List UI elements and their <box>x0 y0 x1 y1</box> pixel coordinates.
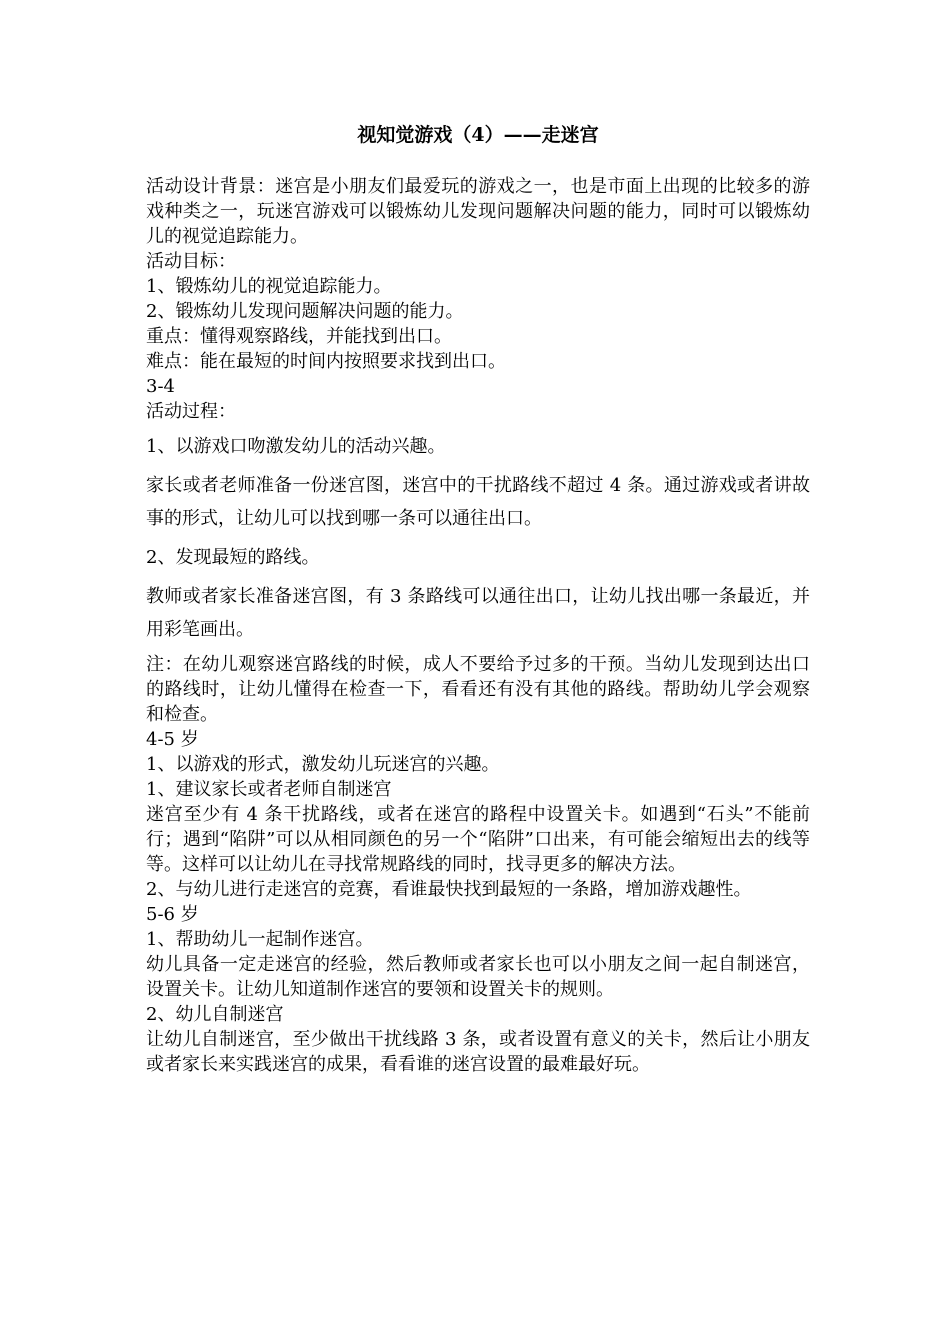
paragraph-goal-2: 2、锻炼幼儿发现问题解决问题的能力。 <box>146 301 464 322</box>
paragraph-step-1-detail: 家长或者老师准备一份迷宫图，迷宫中的干扰路线不超过 4 条。通过游戏或者讲故事的形式，让幼儿可以找到哪一条可以通往出口。 <box>146 475 810 529</box>
document-title: 视知觉游戏（4）——走迷宫 <box>357 124 599 146</box>
paragraph-key-point: 重点：懂得观察路线，并能找到出口。 <box>146 326 452 347</box>
paragraph-goal-1: 1、锻炼幼儿的视觉追踪能力。 <box>146 276 392 297</box>
paragraph-age-3-4: 3-4 <box>146 376 175 397</box>
paragraph-4-5-step-1b: 1、建议家长或者老师自制迷宫 <box>146 779 392 800</box>
paragraph-age-5-6: 5-6 岁 <box>146 904 199 925</box>
paragraph-note: 注：在幼儿观察迷宫路线的时候，成人不要给予过多的干预。当幼儿发现到达出口的路线时，让幼儿懂得在检查一下，看看还有没有其他的路线。帮助幼儿学会观察和检查。 <box>146 654 810 725</box>
paragraph-5-6-step-1: 1、帮助幼儿一起制作迷宫。 <box>146 929 374 950</box>
paragraph-background: 活动设计背景：迷宫是小朋友们最爱玩的游戏之一，也是市面上出现的比较多的游戏种类之一，玩迷宫游戏可以锻炼幼儿发现问题解决问题的能力，同时可以锻炼幼儿的视觉追踪能力。 <box>146 176 810 247</box>
paragraph-5-6-step-2-detail: 让幼儿自制迷宫，至少做出干扰线路 3 条，或者设置有意义的关卡，然后让小朋友或者家长来实践迷宫的成果，看看谁的迷宫设置的最难最好玩。 <box>146 1029 810 1075</box>
paragraph-4-5-step-1: 1、以游戏的形式，激发幼儿玩迷宫的兴趣。 <box>146 754 500 775</box>
paragraph-4-5-step-2: 2、与幼儿进行走迷宫的竞赛，看谁最快找到最短的一条路，增加游戏趣性。 <box>146 879 752 900</box>
paragraph-5-6-step-1-detail: 幼儿具备一定走迷宫的经验，然后教师或者家长也可以小朋友之间一起自制迷宫，设置关卡。让幼儿知道制作迷宫的要领和设置关卡的规则。 <box>146 954 810 1000</box>
paragraph-difficulty: 难点：能在最短的时间内按照要求找到出口。 <box>146 351 506 372</box>
paragraph-4-5-detail: 迷宫至少有 4 条干扰路线，或者在迷宫的路程中设置关卡。如遇到“石头”不能前行；遇到“陷阱”可以从相同颜色的另一个“陷阱”口出来，有可能会缩短出去的线等等。这样可以让幼儿在寻找常规路线的同时，找寻更多的解决方法。 <box>146 804 810 875</box>
paragraph-process-heading: 活动过程： <box>146 401 236 422</box>
paragraph-goals-heading: 活动目标： <box>146 251 236 272</box>
document-page <box>146 118 810 1077</box>
paragraph-step-1: 1、以游戏口吻激发幼儿的活动兴趣。 <box>146 436 446 457</box>
paragraph-step-2-detail: 教师或者家长准备迷宫图，有 3 条路线可以通往出口，让幼儿找出哪一条最近，并用彩笔画出。 <box>146 586 810 640</box>
paragraph-age-4-5: 4-5 岁 <box>146 729 199 750</box>
paragraph-5-6-step-2: 2、幼儿自制迷宫 <box>146 1004 284 1025</box>
paragraph-step-2: 2、发现最短的路线。 <box>146 547 320 568</box>
